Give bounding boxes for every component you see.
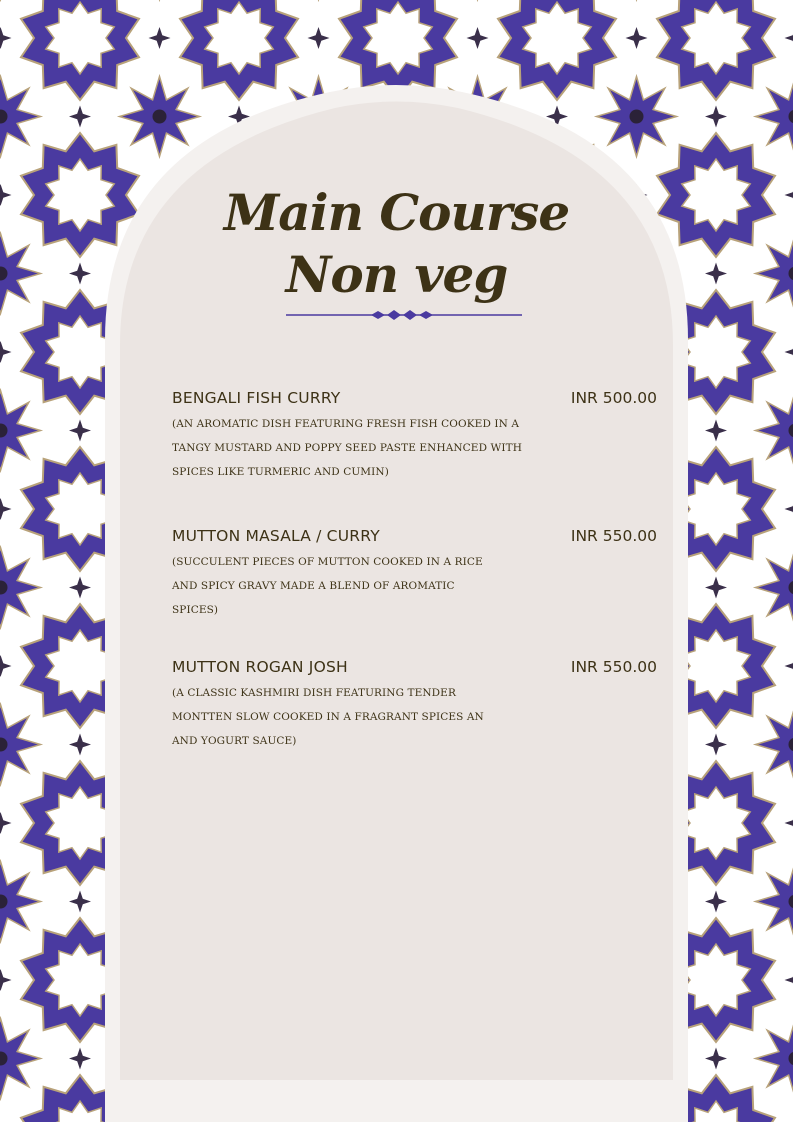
menu-title-line-2: Non veg bbox=[285, 245, 508, 304]
item-description: (SUCCULENT PIECES OF MUTTON COOKED IN A RICE AND SPICY GRAVY MADE A BLEND OF AROMATIC SPICES) bbox=[172, 556, 483, 616]
item-description: (AN AROMATIC DISH FEATURING FRESH FISH COOKED IN A TANGY MUSTARD AND POPPY SEED PASTE ENHANCED WITH SPICES LIKE TURMERIC AND CUMIN) bbox=[172, 418, 523, 478]
item-price: INR 550.00 bbox=[570, 658, 657, 676]
item-name: MUTTON MASALA / CURRY bbox=[172, 527, 380, 545]
title-divider-ornament bbox=[286, 308, 522, 322]
menu-title-line-1: Main Course bbox=[223, 183, 570, 242]
item-description: (A CLASSIC KASHMIRI DISH FEATURING TENDER MONTTEN SLOW COOKED IN A FRAGRANT SPICES AN AND YOGURT SAUCE) bbox=[172, 687, 484, 747]
item-name: BENGALI FISH CURRY bbox=[172, 389, 341, 407]
menu-item bbox=[172, 657, 657, 753]
item-price: INR 500.00 bbox=[570, 389, 657, 407]
menu-item bbox=[172, 526, 657, 622]
menu-item bbox=[172, 388, 657, 484]
item-name: MUTTON ROGAN JOSH bbox=[172, 658, 348, 676]
item-price: INR 550.00 bbox=[570, 527, 657, 545]
